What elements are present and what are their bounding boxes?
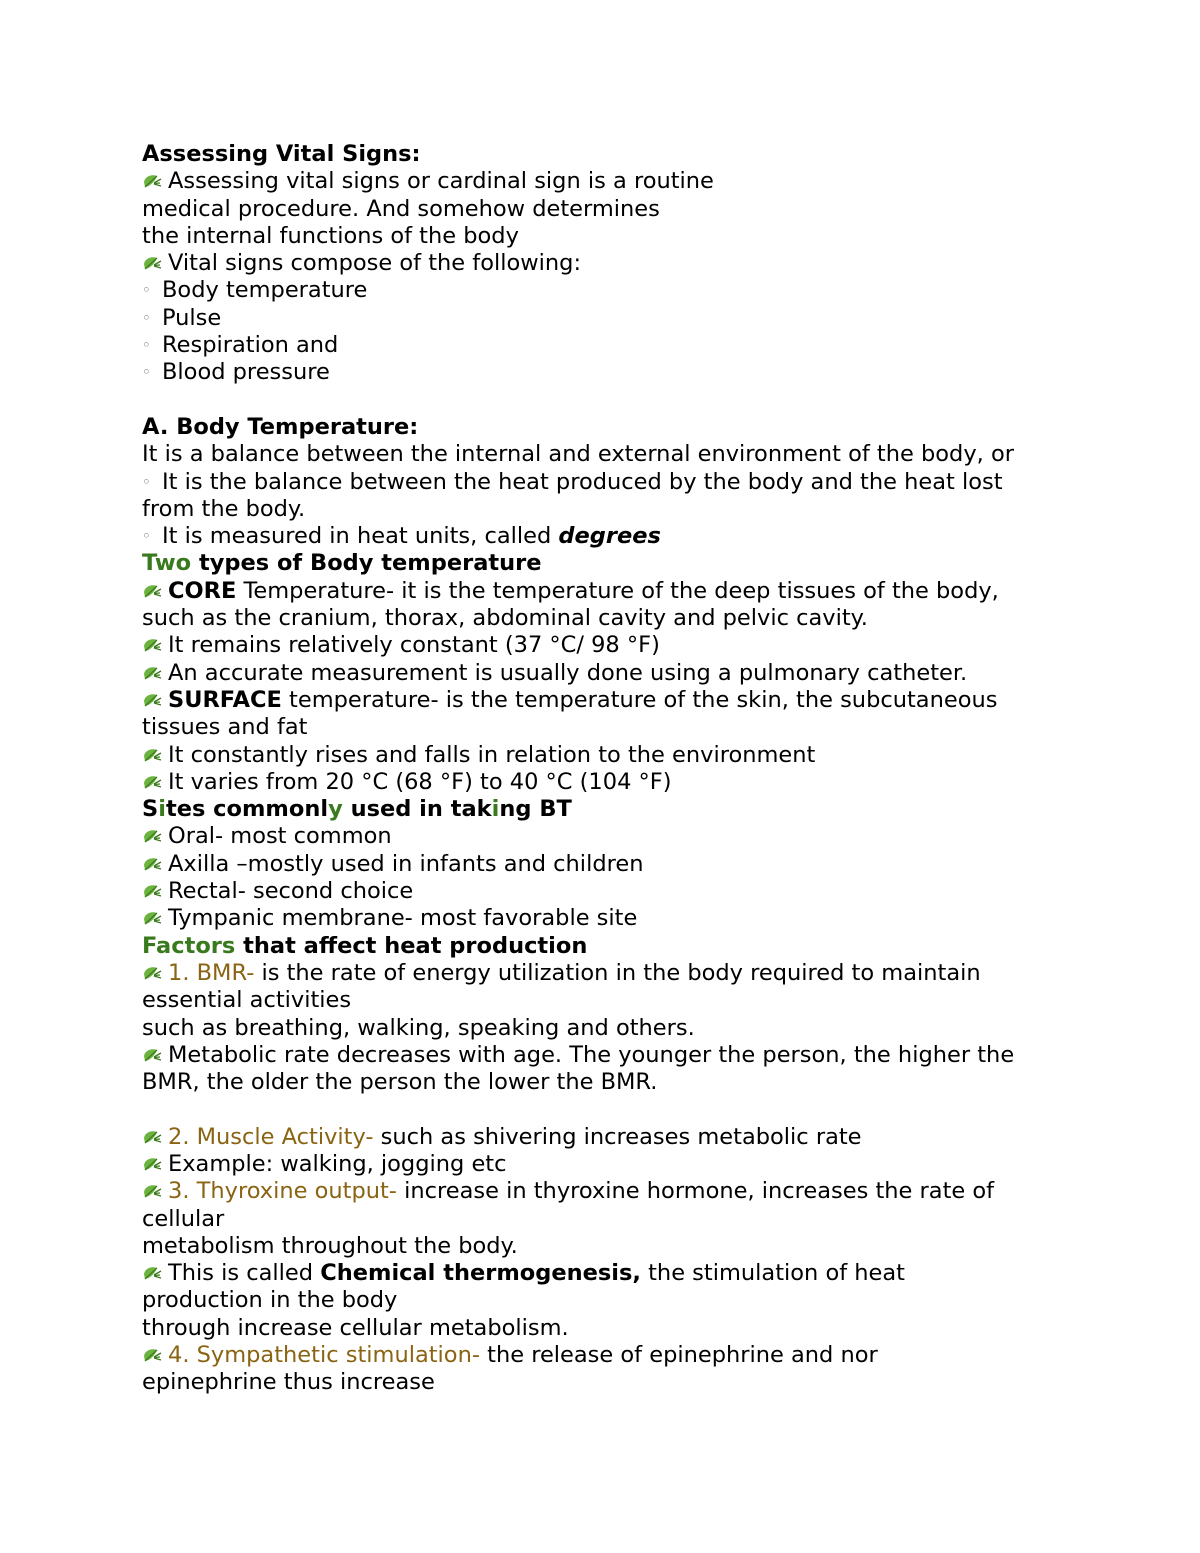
list-item: Example: walking, jogging etc — [142, 1151, 1082, 1178]
paragraph-line: the internal functions of the body — [142, 222, 519, 249]
factors-heading: Factors that affect heat production — [142, 932, 588, 959]
list-item: 3. Thyroxine output- increase in thyroxine hormone, increases the rate of — [142, 1178, 1082, 1205]
types-heading: Two types of Body temperature — [142, 550, 542, 577]
sub-list-item: ◦ Respiration and — [142, 332, 339, 359]
leaf-bullet-icon — [142, 747, 168, 764]
leaf-bullet-icon — [142, 828, 168, 845]
leaf-bullet-icon — [142, 637, 168, 654]
leaf-bullet-icon — [142, 883, 168, 900]
paragraph-line: cellular — [142, 1205, 225, 1232]
sub-list-item: ◦ It is measured in heat units, called degrees — [142, 523, 661, 550]
small-circle-icon: ◦ — [142, 527, 151, 546]
leaf-bullet-icon — [142, 692, 168, 709]
paragraph-line: through increase cellular metabolism. — [142, 1314, 569, 1341]
list-item: SURFACE temperature- is the temperature of the skin, the subcutaneous — [142, 687, 1082, 714]
leaf-bullet-icon — [142, 910, 168, 927]
list-item: This is called Chemical thermogenesis, the stimulation of heat — [142, 1260, 1082, 1287]
sub-list-item: ◦ Body temperature — [142, 277, 368, 304]
spacer — [142, 387, 1082, 414]
list-item: It remains relatively constant (37 °C/ 98 °F) — [142, 632, 1082, 659]
paragraph-line: metabolism throughout the body. — [142, 1232, 518, 1259]
paragraph-line: tissues and fat — [142, 714, 308, 741]
leaf-bullet-icon — [142, 774, 168, 791]
small-circle-icon: ◦ — [142, 308, 151, 327]
small-circle-icon: ◦ — [142, 472, 151, 491]
leaf-bullet-icon — [142, 173, 168, 190]
sub-list-item: ◦ Blood pressure — [142, 359, 330, 386]
list-item: It constantly rises and falls in relation to the environment — [142, 742, 1082, 769]
leaf-bullet-icon — [142, 856, 168, 873]
degrees-term: degrees — [558, 523, 661, 550]
chemical-thermogenesis-term: Chemical thermogenesis, — [320, 1260, 641, 1287]
list-item: Tympanic membrane- most favorable site — [142, 905, 1082, 932]
leaf-bullet-icon — [142, 1347, 168, 1364]
list-item: An accurate measurement is usually done using a pulmonary catheter. — [142, 660, 1082, 687]
paragraph-line: production in the body — [142, 1287, 398, 1314]
paragraph-line: medical procedure. And somehow determines — [142, 195, 660, 222]
document-page — [142, 141, 1082, 1397]
sub-list-item: ◦ It is the balance between the heat produced by the body and the heat lost — [142, 468, 1003, 495]
paragraph-line: such as breathing, walking, speaking and others. — [142, 1014, 695, 1041]
leaf-bullet-icon — [142, 1265, 168, 1282]
list-item: 2. Muscle Activity- such as shivering increases metabolic rate — [142, 1124, 1082, 1151]
list-item: 1. BMR- is the rate of energy utilization in the body required to maintain — [142, 960, 1082, 987]
list-item: CORE Temperature- it is the temperature of the deep tissues of the body, — [142, 578, 1082, 605]
list-item: Oral- most common — [142, 823, 1082, 850]
paragraph-line: essential activities — [142, 987, 352, 1014]
body-temperature-heading: A. Body Temperature: — [142, 413, 419, 440]
leaf-bullet-icon — [142, 1047, 168, 1064]
list-item: Vital signs compose of the following: — [142, 250, 1082, 277]
leaf-bullet-icon — [142, 665, 168, 682]
leaf-bullet-icon — [142, 255, 168, 272]
list-item: It varies from 20 °C (68 °F) to 40 °C (104 °F) — [142, 769, 1082, 796]
list-item: Axilla –mostly used in infants and children — [142, 851, 1082, 878]
small-circle-icon: ◦ — [142, 336, 151, 355]
leaf-bullet-icon — [142, 583, 168, 600]
leaf-bullet-icon — [142, 1129, 168, 1146]
leaf-bullet-icon — [142, 965, 168, 982]
leaf-bullet-icon — [142, 1183, 168, 1200]
small-circle-icon: ◦ — [142, 281, 151, 300]
paragraph-line: epinephrine thus increase — [142, 1369, 435, 1396]
spacer — [142, 1096, 1082, 1123]
list-item: Rectal- second choice — [142, 878, 1082, 905]
small-circle-icon: ◦ — [142, 363, 151, 382]
list-item: 4. Sympathetic stimulation- the release of epinephrine and nor — [142, 1342, 1082, 1369]
paragraph-line: It is a balance between the internal and external environment of the body, or — [142, 441, 1014, 468]
paragraph-line: from the body. — [142, 495, 306, 522]
sites-heading: Sites commonly used in taking BT — [142, 796, 572, 823]
paragraph-line: such as the cranium, thorax, abdominal cavity and pelvic cavity. — [142, 605, 868, 632]
sub-list-item: ◦ Pulse — [142, 304, 222, 331]
list-item: Assessing vital signs or cardinal sign is a routine — [142, 168, 1082, 195]
leaf-bullet-icon — [142, 1156, 168, 1173]
vital-signs-heading: Assessing Vital Signs: — [142, 141, 421, 167]
list-item: Metabolic rate decreases with age. The younger the person, the higher the — [142, 1042, 1082, 1069]
paragraph-line: BMR, the older the person the lower the BMR. — [142, 1069, 658, 1096]
